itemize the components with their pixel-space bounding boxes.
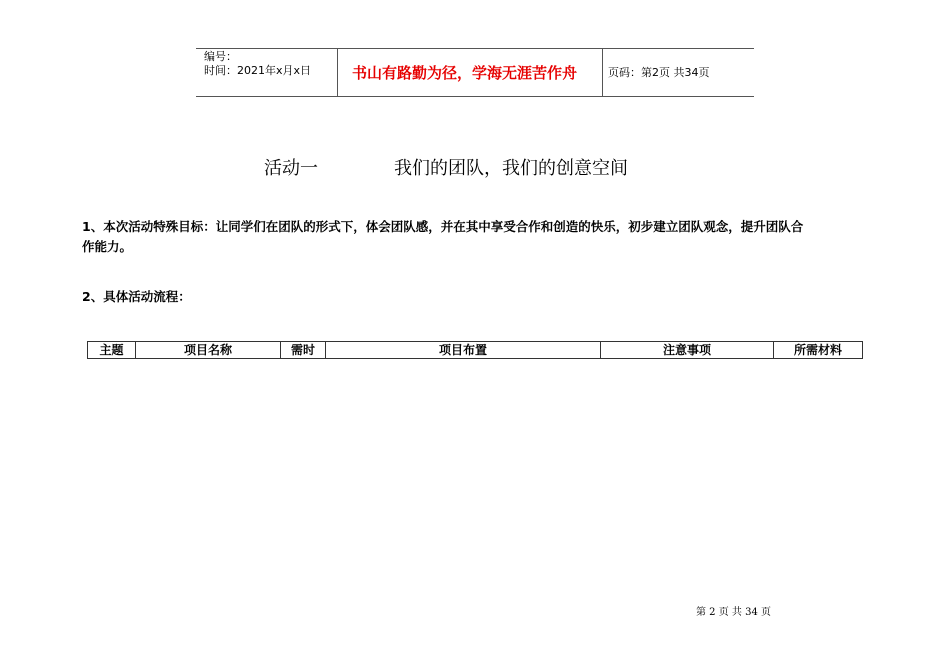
goal-paragraph-line2: 作能力。 [82,239,133,254]
process-heading: 2、具体活动流程： [82,289,191,304]
header-page-code: 页码：第2页 共34页 [608,66,710,79]
header-date: 时间：2021年x月x日 [204,64,312,77]
page-footer: 第 2 页 共 34 页 [696,607,771,618]
col-header-arrangement: 项目布置 [326,342,601,359]
col-header-theme: 主题 [88,342,136,359]
col-header-item-name: 项目名称 [136,342,281,359]
activity-title-label: 活动一 [264,158,318,179]
activity-title-name: 我们的团队，我们的创意空间 [394,158,628,179]
header-motto: 书山有路勤为径，学海无涯苦作舟 [352,64,578,82]
activity-process-table [87,341,863,359]
col-header-duration: 需时 [281,342,326,359]
col-header-materials: 所需材料 [774,342,863,359]
header-number-label: 编号： [204,50,237,63]
header-bottom-rule [196,96,754,97]
header-top-rule [196,48,754,49]
header-divider-left [337,48,338,96]
col-header-notes: 注意事项 [601,342,774,359]
header-divider-right [602,48,603,96]
goal-paragraph-line1: 1、本次活动特殊目标：让同学们在团队的形式下，体会团队感，并在其中享受合作和创造的快乐，初步建立团队观念，提升团队合 [82,219,804,234]
table-header-row [88,342,863,359]
